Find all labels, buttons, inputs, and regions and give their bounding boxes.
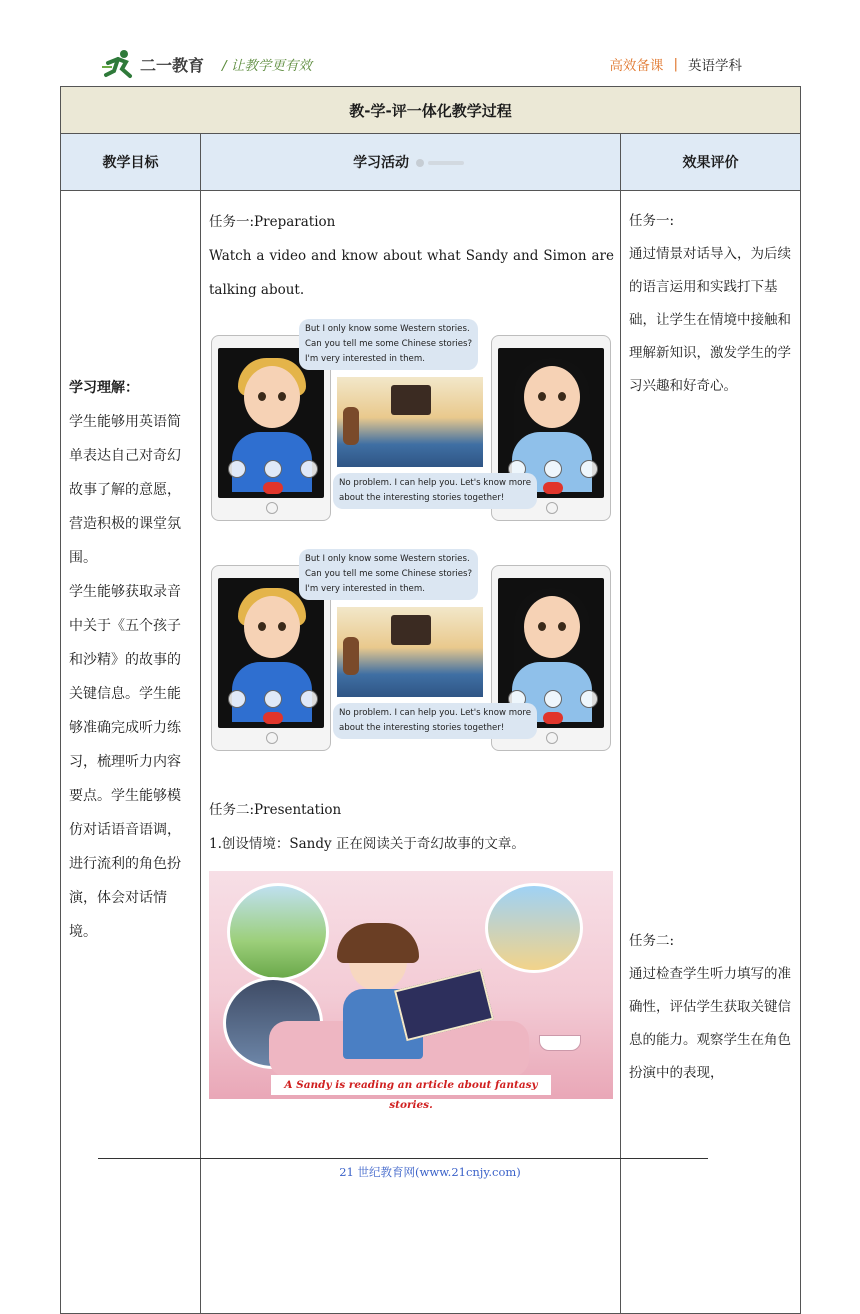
page-header <box>0 0 860 86</box>
column-header-goals: 教学目标 <box>61 134 201 191</box>
video-call-illustration <box>209 324 611 525</box>
reading-scene-illustration <box>209 871 613 1111</box>
slogan: / 让教学更有效 <box>222 58 312 74</box>
eval-task1-title: 任务一: <box>629 213 675 229</box>
header-tag-subject: 英语学科 <box>688 58 742 74</box>
camera-icon <box>228 690 246 708</box>
column-header-evaluation: 效果评价 <box>621 134 801 191</box>
goals-text-2: 学生能够获取录音中关于《五个孩子和沙精》的故事的关键信息。学生能够准确完成听力练习，梳理听力内容要点。学生能够模仿对话语音语调，进行流利的角色扮演，体会对话情境。 <box>69 584 181 940</box>
teaching-process-table <box>60 86 801 1314</box>
user-icon <box>544 690 562 708</box>
hangup-icon <box>263 712 283 724</box>
footer-source: 21 世纪教育网(www.21cnjy.com) <box>339 1165 521 1179</box>
story-book-image <box>337 377 483 467</box>
hangup-icon <box>543 482 563 494</box>
mute-icon <box>300 690 318 708</box>
camera-icon <box>228 460 246 478</box>
speech-bubble-top: But I only know some Western stories. Can you tell me some Chinese stories? I'm very interested in them. <box>299 549 478 600</box>
brand-logo <box>102 48 204 80</box>
watermark-logo-icon <box>414 157 468 169</box>
column-header-activities-label: 学习活动 <box>353 155 410 171</box>
scene-caption: A Sandy is reading an article about fantasy stories. <box>271 1075 551 1095</box>
video-call-illustration-copy <box>209 554 611 755</box>
evaluation-cell <box>621 191 801 1314</box>
hangup-icon <box>263 482 283 494</box>
user-icon <box>264 460 282 478</box>
header-right <box>609 54 742 74</box>
speech-bubble-top: But I only know some Western stories. Can you tell me some Chinese stories? I'm very interested in them. <box>299 319 478 370</box>
user-icon <box>264 690 282 708</box>
goals-text-1: 学生能够用英语简单表达自己对奇幻故事了解的意愿，营造积极的课堂氛围。 <box>69 414 181 566</box>
header-tag-prep: 高效备课 <box>609 58 664 74</box>
eval-task2-title: 任务二: <box>629 933 675 949</box>
goals-cell <box>61 191 201 1314</box>
children-vignette <box>485 883 583 973</box>
eval-task1-text: 通过情景对话导入，为后续的语言运用和实践打下基础，让学生在情境中接触和理解新知识，激发学生的学习兴趣和好奇心。 <box>629 246 791 394</box>
story-book-image <box>337 607 483 697</box>
header-separator: | <box>673 56 678 72</box>
task2-title: 任务二:Presentation <box>209 802 342 818</box>
running-man-icon <box>102 49 136 79</box>
footer-divider <box>98 1158 708 1159</box>
activities-cell <box>201 191 621 1314</box>
runner-vignette <box>227 883 329 981</box>
speech-bubble-bottom: No problem. I can help you. Let's know more about the interesting stories together! <box>333 703 537 739</box>
mute-icon <box>580 460 598 478</box>
column-header-activities <box>201 134 621 191</box>
mute-icon <box>580 690 598 708</box>
task1-text: Watch a video and know about what Sandy and Simon are talking about. <box>209 248 614 298</box>
hangup-icon <box>543 712 563 724</box>
mute-icon <box>300 460 318 478</box>
task2-text: 1.创设情境：Sandy 正在阅读关于奇幻故事的文章。 <box>209 836 525 852</box>
speech-bubble-bottom: No problem. I can help you. Let's know more about the interesting stories together! <box>333 473 537 509</box>
goals-label: 学习理解： <box>69 380 139 396</box>
task1-title: 任务一:Preparation <box>209 214 336 230</box>
logo-text: 二一教育 <box>140 55 205 75</box>
table-title: 教-学-评一体化教学过程 <box>61 87 801 134</box>
user-icon <box>544 460 562 478</box>
eval-task2-text: 通过检查学生听力填写的准确性，评估学生获取关键信息的能力。观察学生在角色扮演中的表现， <box>629 966 791 1081</box>
